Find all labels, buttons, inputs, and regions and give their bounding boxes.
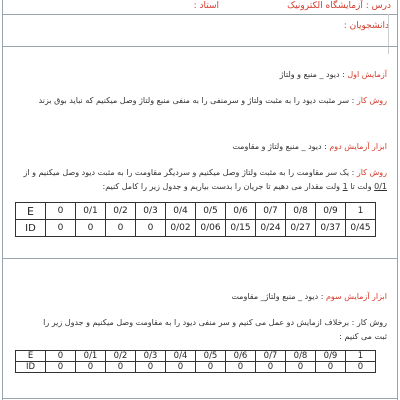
table-cell: 0/9 [316,351,346,362]
section-separator [3,46,397,47]
exp3-table [15,350,376,373]
table-cell: 0 [106,362,136,373]
table-cell: 0 [196,362,226,373]
row-label-e: E [16,351,46,362]
exp1-heading [280,70,387,79]
exp1-title: آزمایش اول [347,70,387,79]
row-label-e: E [16,203,46,220]
table-cell: 0/5 [196,351,226,362]
exp2-voltage-start: 0/1 [374,182,387,191]
exp3-method-line1: روش کار : برخلاف ازمایش دو عمل می کنیم و سر منفی دیود را به مقاومت وصل میکنیم و جدول زیر را [43,318,387,327]
exp1-subtitle: : دیود _ منبع و ولتاژ [279,70,345,79]
table-cell: 0/9 [316,203,346,220]
row-label-id: ID [16,220,46,237]
section-separator [3,258,397,259]
row-label-id: ID [16,362,46,373]
table-cell: 0 [46,203,76,220]
side-scroll-strip [388,14,395,54]
table-cell: 0 [286,362,316,373]
exp1-method-text: : سر مثبت دیود را به مثبت ولتاژ و سرمنفی را به منفی منبع ولتاژ وصل میکنیم که نباید بوق بزند [38,96,355,105]
table-cell: 0/1 [76,203,106,220]
exp3-method-line2: ثبت می کنیم : [339,332,387,341]
exp2-method-text: : یک سر مقاومت را به مثبت ولتاژ وصل میکنیم و سردیگر مقاومت را به مثبت دیود وصل میکنیم و از [23,168,355,177]
table-cell: 0/4 [166,203,196,220]
table-cell: 0/27 [286,220,316,237]
table-cell: 0/4 [166,351,196,362]
document-header [3,0,397,15]
table-cell: 0/2 [106,203,136,220]
table-cell: 0/37 [316,220,346,237]
table-cell: 0/6 [226,203,256,220]
exp2-method-label: روش کار [356,168,387,177]
table-cell: 0 [226,362,256,373]
teacher-label: استاد : [193,1,219,11]
exp3-heading [231,292,387,301]
table-row [16,203,376,220]
exp2-voltage-end: 1 [342,182,348,191]
exp1-method-label: روش کار [356,96,387,105]
table-row [16,220,376,237]
table-row [16,362,376,373]
table-cell: 0 [46,351,76,362]
table-cell: 0 [316,362,346,373]
table-cell: 0 [166,362,196,373]
table-cell: 1 [346,203,376,220]
table-cell: 0 [346,362,376,373]
exp3-subtitle: : دیود _ منبع ولتاژ_ مقاومت [231,292,324,301]
table-cell: 0/7 [256,351,286,362]
exp2-method-line1 [24,168,387,177]
document-page [2,0,398,400]
table-cell: 0/02 [166,220,196,237]
table-cell: 0/45 [346,220,376,237]
exp2-method-mid: ولت تا [347,182,375,191]
table-cell: 0 [136,362,166,373]
students-label: دانشجویان : [343,21,389,31]
table-cell: 0 [256,362,286,373]
table-cell: 0/1 [76,351,106,362]
exp3-title: ابزار آزمایش سوم [325,292,387,301]
table-cell: 0 [46,220,76,237]
table-cell: 0/6 [226,351,256,362]
table-row [16,351,376,362]
table-cell: 0/3 [136,351,166,362]
table-cell: 0/8 [286,351,316,362]
table-cell: 0/5 [196,203,226,220]
table-cell: 0/2 [106,351,136,362]
table-cell: 0/06 [196,220,226,237]
table-cell: 0 [136,220,166,237]
page-bottom-border [3,398,397,399]
course-label: درس : آزمایشگاه الکترونیک [287,1,391,11]
exp2-method-line2 [103,182,387,191]
table-cell: 0/7 [256,203,286,220]
exp1-method [39,96,387,105]
table-cell: 0 [76,362,106,373]
exp2-subtitle: : دیود _ منبع ولتاژ و مقاومت [232,142,327,151]
exp2-method-end: ولت مقدار می دهیم تا جریان را بدست بیاریم و جدول زیر را کامل کنیم: [102,182,343,191]
exp2-table [15,202,376,237]
table-cell: 0/15 [226,220,256,237]
table-cell: 0/8 [286,203,316,220]
table-cell: 0/3 [136,203,166,220]
table-cell: 0 [76,220,106,237]
table-cell: 0/24 [256,220,286,237]
exp2-title: ابزار آزمایش دوم [329,142,387,151]
exp2-heading [232,142,387,151]
table-cell: 0 [46,362,76,373]
table-cell: 0 [106,220,136,237]
table-cell: 1 [346,351,376,362]
